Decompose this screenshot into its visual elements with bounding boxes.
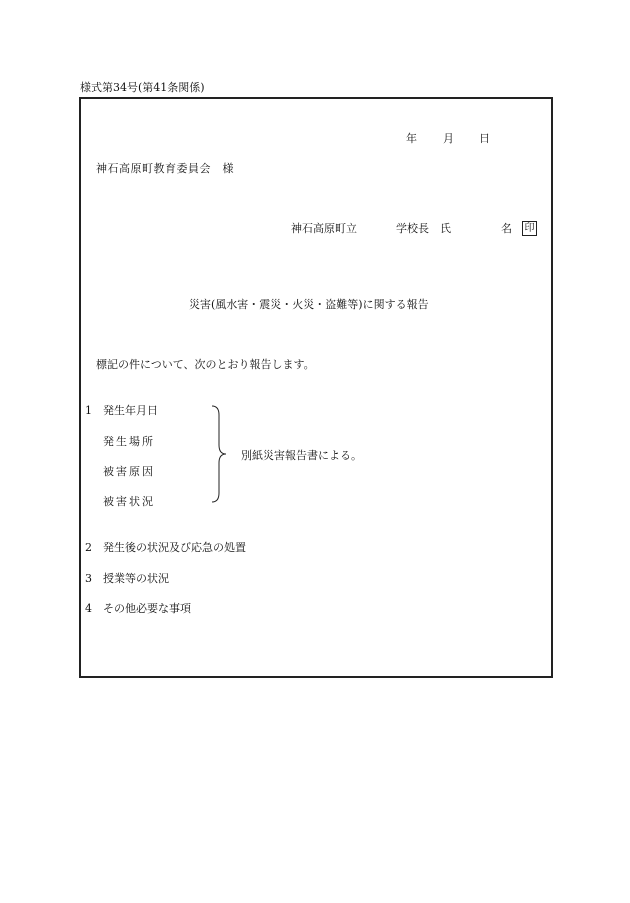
item-number: 2 (85, 541, 92, 554)
item-number: 1 (85, 404, 92, 417)
report-form-box (79, 97, 553, 678)
item-label: 授業等の状況 (103, 572, 169, 585)
date-day-label: 日 (479, 132, 490, 145)
item-label: その他必要な事項 (103, 602, 191, 615)
item-label: 発生年月日 (103, 404, 158, 417)
item-label: 発生後の状況及び応急の処置 (103, 541, 246, 554)
item-number: 4 (85, 602, 92, 615)
seal-mark: 印 (522, 221, 537, 236)
sub-item-place: 発生場所 (103, 435, 155, 448)
sender-name-label: 名 (501, 222, 512, 235)
sub-item-status: 被害状況 (103, 495, 155, 508)
sub-item-cause: 被害原因 (103, 465, 155, 478)
sender-principal: 学校長 氏 (396, 222, 451, 235)
form-number: 様式第34号(第41条関係) (80, 81, 205, 94)
right-brace (211, 405, 229, 503)
date-year-label: 年 (406, 132, 417, 145)
intro-text: 標記の件について、次のとおり報告します。 (96, 358, 315, 371)
addressee: 神石高原町教育委員会 様 (96, 162, 234, 175)
date-month-label: 月 (443, 132, 454, 145)
item-number: 3 (85, 572, 92, 585)
brace-note: 別紙災害報告書による。 (241, 449, 362, 462)
sender-school: 神石高原町立 (291, 222, 357, 235)
report-title: 災害(風水害・震災・火災・盗難等)に関する報告 (189, 298, 429, 311)
